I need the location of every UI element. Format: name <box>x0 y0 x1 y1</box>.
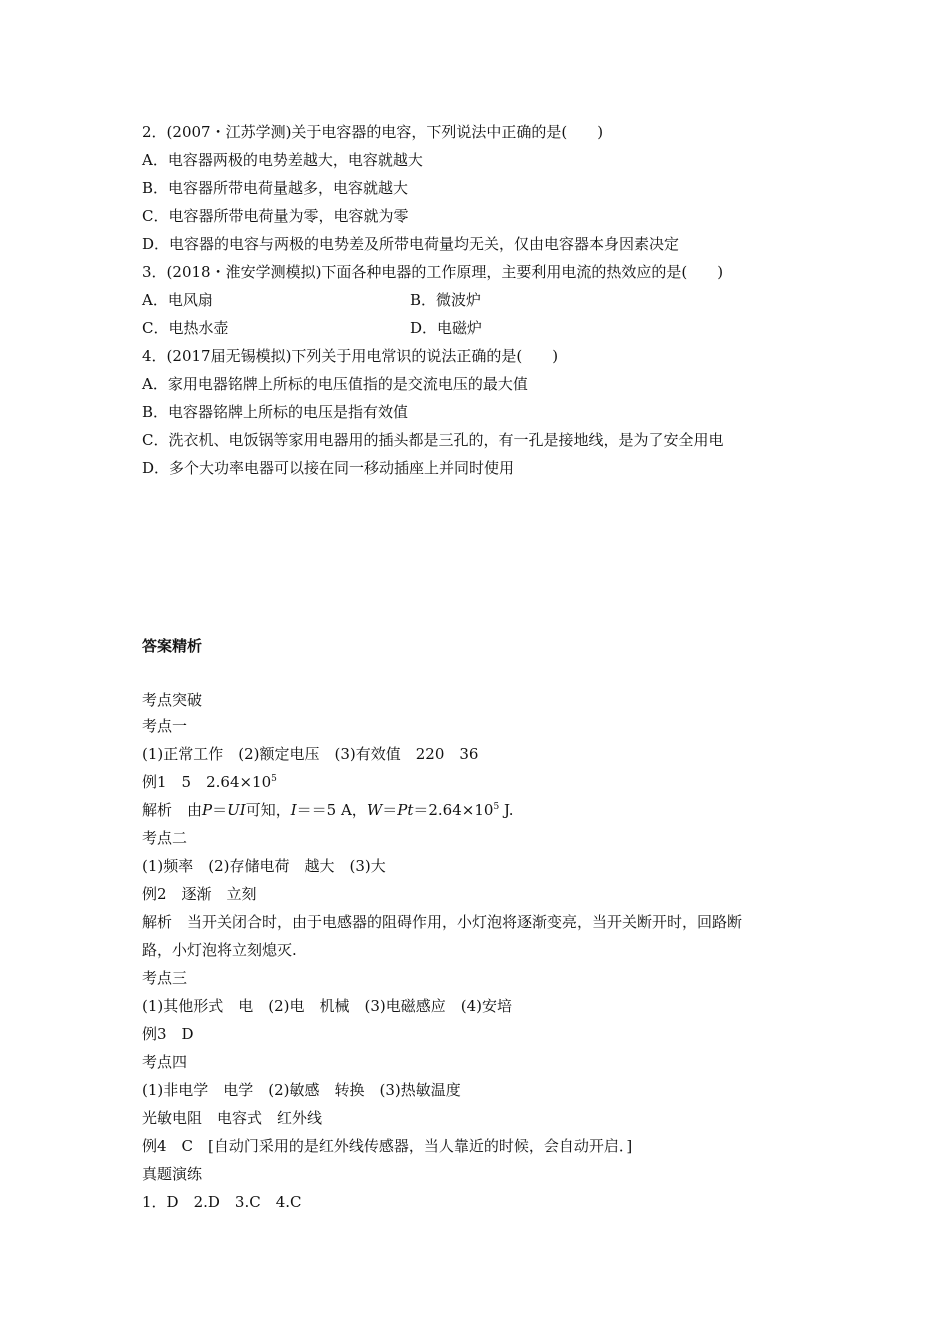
kaodian-1-heading: 考点一 <box>142 717 188 735</box>
answers-title: 答案精析 <box>142 637 203 655</box>
question-4-option-a: A．家用电器铭牌上所标的电压值指的是交流电压的最大值 <box>142 375 528 393</box>
kaodian-2-fill: (1)频率 (2)存储电荷 越大 (3)大 <box>142 857 386 875</box>
analysis-mid-3: ＝2.64×10 <box>413 801 494 819</box>
analysis-mid-1: 可知， <box>245 801 291 819</box>
analysis-prefix: 解析 由 <box>142 801 203 819</box>
kaodian-1-fill: (1)正常工作 (2)额定电压 (3)有效值 220 36 <box>142 745 479 763</box>
var-pt: Pt <box>397 801 414 819</box>
kaodian-4-fill-line-1: (1)非电学 电学 (2)敏感 转换 (3)热敏温度 <box>142 1081 461 1099</box>
question-4-stem: 4．(2017届无锡模拟)下列关于用电常识的说法正确的是( ) <box>142 347 559 365</box>
kaodian-3-fill: (1)其他形式 电 (2)电 机械 (3)电磁感应 (4)安培 <box>142 997 512 1015</box>
kaodian-3-heading: 考点三 <box>142 969 188 987</box>
example-2-analysis-line-2: 路，小灯泡将立刻熄灭. <box>142 941 297 959</box>
answers-section-title: 考点突破 <box>142 691 203 709</box>
question-2-option-c: C．电容器所带电荷量为零，电容就为零 <box>142 207 409 225</box>
practice-heading: 真题演练 <box>142 1165 203 1183</box>
question-4-option-b: B．电容器铭牌上所标的电压是指有效值 <box>142 403 409 421</box>
analysis-exponent: 5 <box>493 802 500 812</box>
example-1-text: 例1 5 2.64×10 <box>142 773 272 791</box>
example-1-analysis <box>142 800 514 820</box>
analysis-mid-2: ＝＝5 A， <box>296 801 367 819</box>
question-2-option-a: A．电容器两极的电势差越大，电容就越大 <box>142 151 423 169</box>
question-3-option-c: C．电热水壶 <box>142 319 229 337</box>
var-w: W <box>366 801 383 819</box>
question-2-option-d: D．电容器的电容与两极的电势差及所带电荷量均无关，仅由电容器本身因素决定 <box>142 235 680 253</box>
question-4-option-d: D．多个大功率电器可以接在同一移动插座上并同时使用 <box>142 459 515 477</box>
equals-2: ＝ <box>382 801 398 819</box>
kaodian-4-heading: 考点四 <box>142 1053 188 1071</box>
equals-1: ＝ <box>212 801 228 819</box>
question-3-option-a: A．电风扇 <box>142 291 213 309</box>
practice-answers: 1．D 2.D 3.C 4.C <box>142 1193 302 1211</box>
analysis-end: J. <box>499 801 514 819</box>
question-3-stem: 3．(2018・淮安学测模拟)下面各种电器的工作原理，主要利用电流的热效应的是( ) <box>142 263 724 281</box>
var-ui: UI <box>227 801 246 819</box>
example-4: 例4 C [自动门采用的是红外线传感器，当人靠近的时候，会自动开启．] <box>142 1137 633 1155</box>
question-3-option-d: D．电磁炉 <box>410 319 483 337</box>
question-3-option-b: B．微波炉 <box>410 291 482 309</box>
example-2: 例2 逐渐 立刻 <box>142 885 257 903</box>
example-1 <box>142 772 277 792</box>
kaodian-4-fill-line-2: 光敏电阻 电容式 红外线 <box>142 1109 323 1127</box>
question-2-stem: 2．(2007・江苏学测)关于电容器的电容，下列说法中正确的是( ) <box>142 123 604 141</box>
question-2-option-b: B．电容器所带电荷量越多，电容就越大 <box>142 179 409 197</box>
example-1-exponent: 5 <box>271 774 277 784</box>
example-2-analysis-line-1: 解析 当开关闭合时，由于电感器的阻碍作用，小灯泡将逐渐变亮，当开关断开时，回路断 <box>142 913 743 931</box>
var-p: P <box>202 801 213 819</box>
example-3: 例3 D <box>142 1025 194 1043</box>
var-i: I <box>290 801 297 819</box>
question-4-option-c: C．洗衣机、电饭锅等家用电器用的插头都是三孔的，有一孔是接地线，是为了安全用电 <box>142 431 724 449</box>
kaodian-2-heading: 考点二 <box>142 829 188 847</box>
